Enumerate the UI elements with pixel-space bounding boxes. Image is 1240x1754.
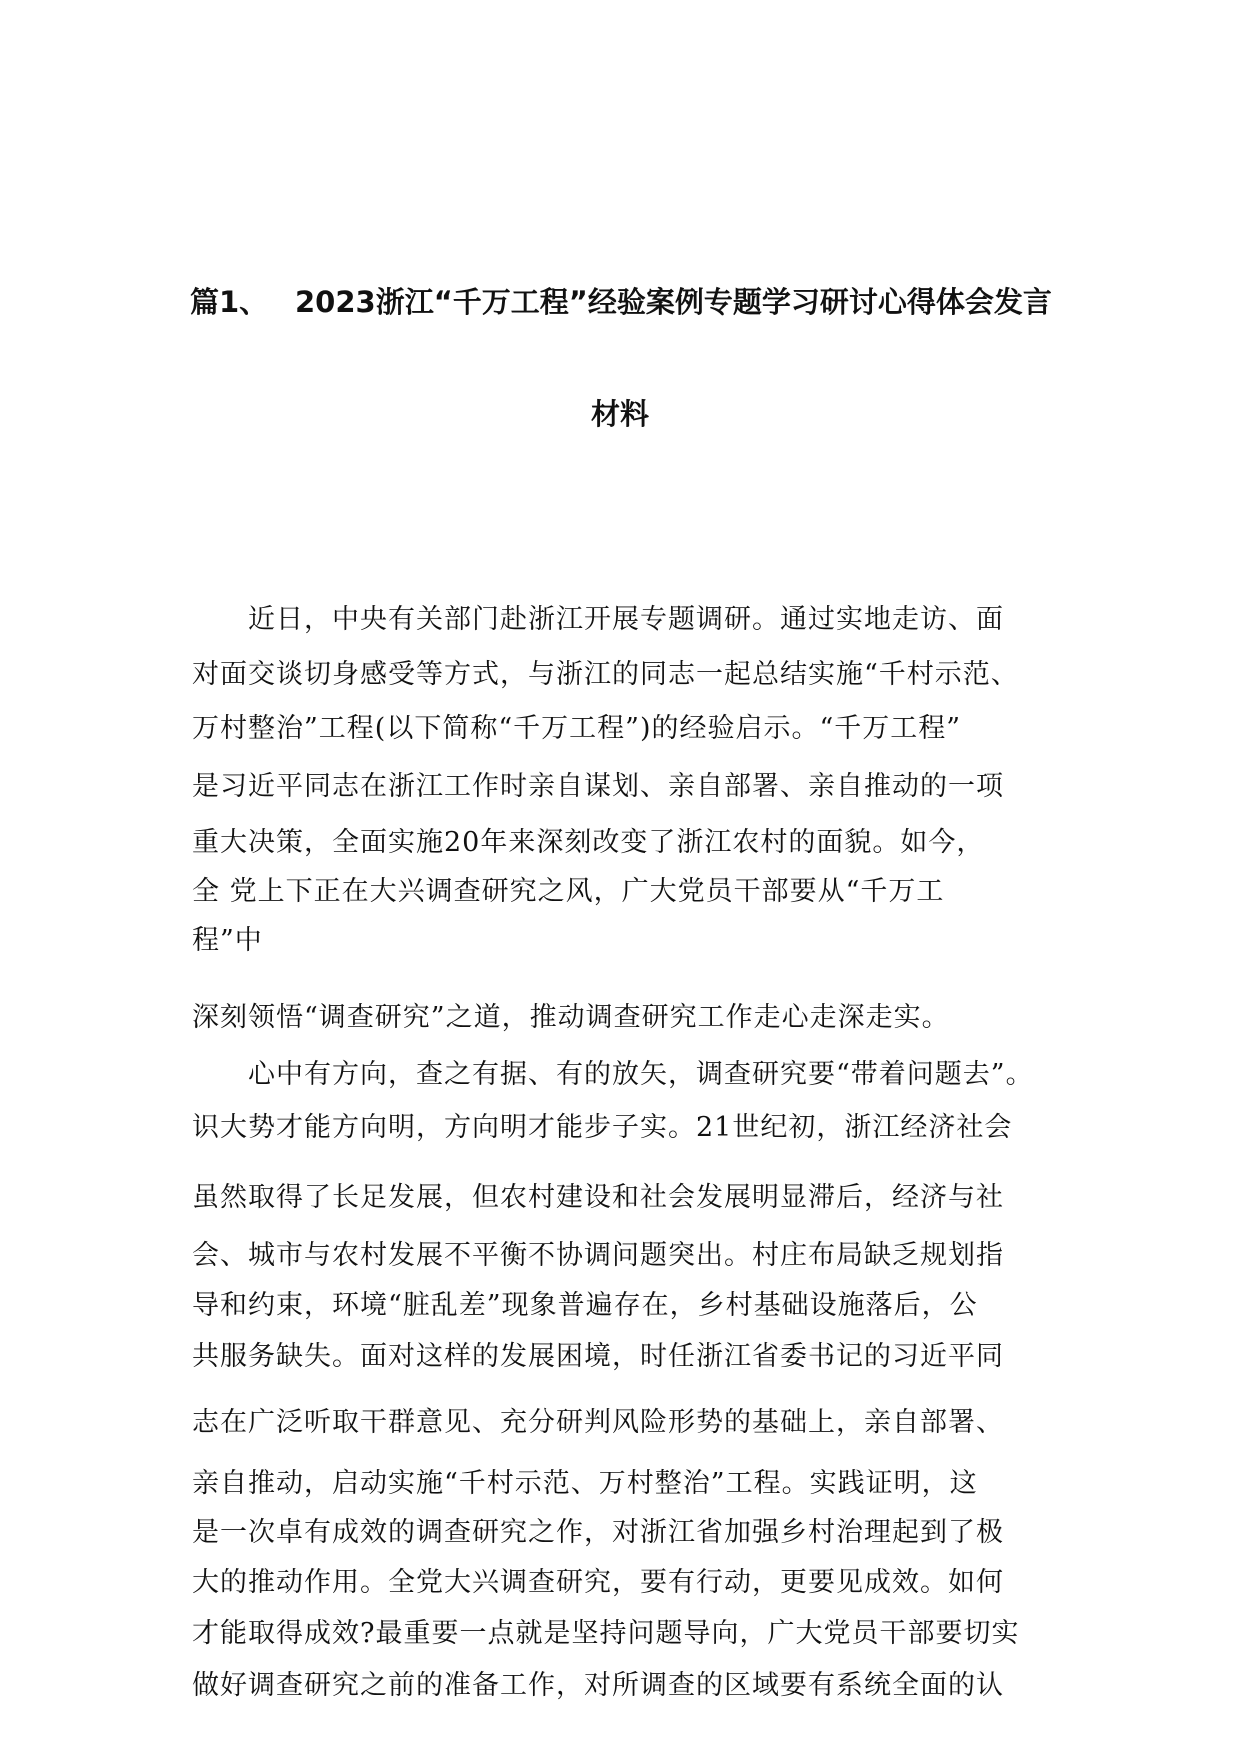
body-text-line: 对面交谈切身感受等方式，与浙江的同志一起总结实施“千村示范、: [192, 659, 1019, 690]
body-text-line: 程”中: [192, 925, 263, 956]
body-text-line: 重大决策，全面实施20年来深刻改变了浙江农村的面貌。如今，: [192, 827, 985, 858]
body-text-line: 大的推动作用。全党大兴调查研究，要有行动，更要见成效。如何: [192, 1567, 1004, 1598]
body-text-line: 识大势才能方向明，方向明才能步子实。21世纪初，浙江经济社会: [192, 1112, 1013, 1143]
body-text-line: 深刻领悟“调查研究”之道，推动调查研究工作走心走深走实。: [192, 1002, 950, 1033]
body-text-line: 导和约束，环境“脏乱差”现象普遍存在，乡村基础设施落后，公: [192, 1290, 978, 1321]
title-prefix: 篇1、: [190, 285, 269, 319]
body-text-line: 共服务缺失。面对这样的发展困境，时任浙江省委书记的习近平同: [192, 1341, 1004, 1372]
body-text-line: 近日，中央有关部门赴浙江开展专题调研。通过实地走访、面: [192, 604, 1004, 635]
body-text-line: 全 党上下正在大兴调查研究之风，广大党员干部要从“千万工: [192, 876, 945, 907]
document-title-line-1: [190, 282, 1052, 322]
body-text-line: 才能取得成效?最重要一点就是坚持问题导向，广大党员干部要切实: [192, 1618, 1020, 1649]
body-text-line: 心中有方向，查之有据、有的放矢，调查研究要“带着问题去”。: [192, 1059, 1034, 1090]
body-text-line: 万村整治”工程(以下简称“千万工程”)的经验启示。“千万工程”: [192, 713, 962, 744]
title-main: 2023浙江“千万工程”经验案例专题学习研讨心得体会发言: [295, 285, 1052, 319]
body-text-line: 是一次卓有成效的调查研究之作，对浙江省加强乡村治理起到了极: [192, 1517, 1004, 1548]
body-text-line: 志在广泛听取干群意见、充分研判风险形势的基础上，亲自部署、: [192, 1407, 1004, 1438]
document-title-line-2: 材料: [590, 397, 649, 431]
body-text-line: 是习近平同志在浙江工作时亲自谋划、亲自部署、亲自推动的一项: [192, 771, 1004, 802]
body-text-line: 亲自推动，启动实施“千村示范、万村整治”工程。实践证明，这: [192, 1468, 978, 1499]
body-text-line: 做好调查研究之前的准备工作，对所调查的区域要有系统全面的认: [192, 1670, 1004, 1701]
body-text-line: 虽然取得了长足发展，但农村建设和社会发展明显滞后，经济与社: [192, 1182, 1004, 1213]
body-text-line: 会、城市与农村发展不平衡不协调问题突出。村庄布局缺乏规划指: [192, 1240, 1004, 1271]
